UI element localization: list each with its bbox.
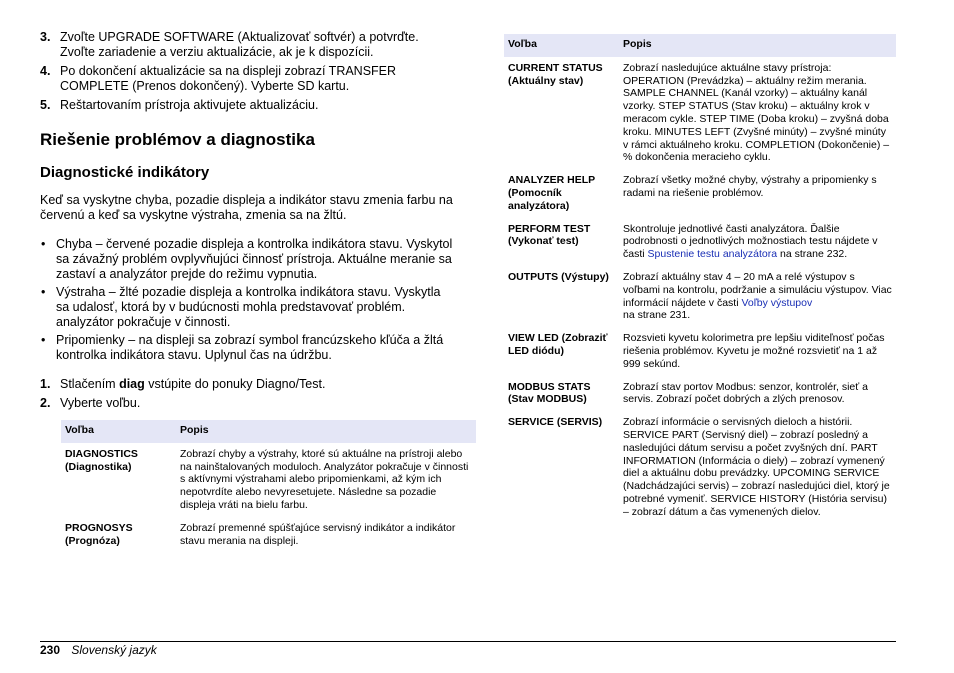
- right-column: [504, 34, 896, 524]
- table-row: [504, 411, 896, 523]
- step-text: Reštartovaním prístroja aktivujete aktualizáciu.: [60, 98, 319, 112]
- status-options-table: [504, 34, 896, 524]
- option-description: Zobrazí premenné spúšťajúce servisný indikátor a indikátor stavu merania na displeji.: [180, 521, 456, 547]
- description-text: na strane 232.: [777, 248, 848, 261]
- footer-language: Slovenský jazyk: [71, 643, 157, 657]
- diag-step-1: [40, 377, 455, 392]
- left-column: [40, 30, 469, 552]
- description-text: na strane 231.: [623, 309, 691, 322]
- step-text: Po dokončení aktualizácie sa na displeji zobrazí TRANSFER COMPLETE (Prenos dokončený). Vyberte SD kartu.: [60, 64, 397, 93]
- perform-test-link[interactable]: Spustenie testu analyzátora: [647, 248, 778, 261]
- table-row: [504, 218, 896, 266]
- step-text: Vyberte voľbu.: [60, 396, 141, 410]
- option-description: Zobrazí všetky možné chyby, výstrahy a pripomienky s radami na riešenie problémov.: [623, 174, 877, 199]
- page-footer: [40, 643, 157, 657]
- diag-steps: [40, 377, 455, 411]
- diag-step-2: [40, 396, 455, 411]
- column-header-option: Voľba: [504, 34, 619, 57]
- step-4: [40, 64, 455, 94]
- diag-key-label: diag: [119, 377, 145, 391]
- option-description: Rozsvieti kyvetu kolorimetra pre lepšiu viditeľnosť počas riešenia problémov. Kyvetu je možné rozsvietiť na 1 až 999 sekúnd.: [623, 332, 885, 370]
- step-text: [60, 377, 455, 392]
- option-description: Zobrazí informácie o servisných dieloch a histórii. SERVICE PART (Servisný diel) – zobrazí posledný a nasledujúci dátum servisu a počet zvyšných dní. PART INFORMATION (Informácia o diely) – zobrazí vymenený diel a aktuálnu dobu prevádzky. UPCOMING SERVICE (Nadchádzajúci servis) – zobrazí nasledujúci diel, ktorý je potrebné vymeniť. SERVICE HISTORY (História servisu) – zobrazí dátum a čas vymenených dielov.: [623, 416, 890, 518]
- bullet-icon: •: [41, 285, 46, 299]
- footer-divider: [40, 641, 896, 642]
- option-description: Zobrazí stav portov Modbus: senzor, kontrolér, sieť a servis. Zobrazí počet dobrých a zlých prenosov.: [623, 380, 868, 406]
- option-name: CURRENT STATUS (Aktuálny stav): [508, 61, 603, 87]
- option-description: [619, 266, 896, 327]
- bullet-text: Výstraha – žlté pozadie displeja a kontrolka indikátora stavu. Vyskytla sa udalosť, ktorá by v budúcnosti mohla predstavovať problém. analyzátor pokračuje v činnosti.: [56, 285, 441, 329]
- table-row: [504, 327, 896, 375]
- description-text: Skontroluje jednotlivé časti analyzátora. Ďalšie podrobnosti o jednotlivých možnostiach testu nájdete v časti: [623, 222, 878, 261]
- option-name: VIEW LED (Zobraziť LED diódu): [508, 332, 608, 357]
- list-item: [40, 285, 455, 330]
- bullet-text: Pripomienky – na displeji sa zobrazí symbol francúzskeho kľúča a žltá kontrolka indikátora stavu. Uplynul čas na údržbu.: [56, 333, 444, 362]
- table-header-row: [61, 420, 476, 443]
- option-name: SERVICE (SERVIS): [508, 416, 603, 429]
- step-text: Zvoľte UPGRADE SOFTWARE (Aktualizovať softvér) a potvrďte. Zvoľte zariadenie a verziu aktualizácie, ak je k dispozícii.: [60, 30, 419, 59]
- step-number: 4.: [40, 64, 51, 78]
- outputs-link[interactable]: Voľby výstupov: [741, 296, 813, 309]
- list-item: [40, 237, 455, 282]
- table-header-row: [504, 34, 896, 57]
- page-number: 230: [40, 643, 61, 657]
- table-row: [504, 266, 896, 327]
- option-name: OUTPUTS (Výstupy): [508, 270, 609, 283]
- option-name: PERFORM TEST (Vykonať test): [508, 222, 591, 248]
- table-row: [504, 376, 896, 412]
- list-item: [40, 333, 455, 363]
- step-text-post: vstúpite do ponuky Diagno/Test.: [144, 377, 326, 391]
- option-name: MODBUS STATS (Stav MODBUS): [508, 380, 591, 406]
- step-number: 3.: [40, 30, 51, 44]
- step-number: 1.: [40, 377, 51, 391]
- column-header-description: Popis: [176, 420, 476, 443]
- subsection-title: Diagnostické indikátory: [40, 164, 210, 181]
- step-number: 5.: [40, 98, 51, 112]
- step-text-pre: Stlačením: [60, 377, 120, 391]
- table-row: [61, 517, 476, 553]
- option-description: Zobrazí nasledujúce aktuálne stavy prístroja: OPERATION (Prevádzka) – aktuálny režim merania. SAMPLE CHANNEL (Kanál vzorky) – aktuálny kanál vzorky. STEP STATUS (Stav kroku) – aktuálny krok v meracom cykle. STEP TIME (Doba kroku) – zvyšná doba kroku. MINUTES LEFT (Zvyšné minúty) – zvyšné minúty v rámci aktuálneho kroku. COMPLETION (Dokončenie) – % dokončenia meracieho cyklu.: [623, 61, 890, 164]
- column-header-description: Popis: [619, 34, 896, 57]
- option-name: DIAGNOSTICS (Diagnostika): [65, 447, 138, 473]
- step-5: [40, 98, 455, 113]
- table-row: [61, 443, 476, 517]
- option-name: ANALYZER HELP (Pomocník analyzátora): [508, 174, 595, 212]
- bullet-text: Chyba – červené pozadie displeja a kontrolka indikátora stavu. Vyskytol sa závažný problém ovplyvňujúci činnosť prístroja. Aktuálne meranie sa zastaví a analyzátor prejde do režimu vypnutia.: [56, 237, 453, 281]
- bullet-list: [40, 237, 455, 363]
- table-row: [504, 169, 896, 217]
- bullet-icon: •: [41, 237, 46, 251]
- diagnostics-options-table: [61, 420, 476, 552]
- option-description: Zobrazí chyby a výstrahy, ktoré sú aktuálne na prístroji alebo na nainštalovaných moduloch. Analyzátor pokračuje v činnosti s aktívnymi výstrahami alebo pripomienkami, až kým ich nepotvrdíte alebo nevyresetujete. Následne sa pozadie displeja vráti na bielu farbu.: [180, 447, 469, 511]
- section-title: Riešenie problémov a diagnostika: [40, 130, 315, 149]
- step-3: [40, 30, 455, 60]
- table-row: [504, 57, 896, 169]
- column-header-option: Voľba: [61, 420, 176, 443]
- option-name: PROGNOSYS (Prognóza): [65, 521, 133, 547]
- description-text: Zobrazí aktuálny stav 4 – 20 mA a relé výstupov s voľbami na kontrolu, podržanie a simuláciu výstupov. Viac informácií nájdete v časti: [623, 270, 892, 309]
- bullet-icon: •: [41, 333, 46, 347]
- step-number: 2.: [40, 396, 51, 410]
- intro-paragraph: Keď sa vyskytne chyba, pozadie displeja a indikátor stavu zmenia farbu na červenú a keď sa vyskytne výstraha, zmenia sa na žltú.: [40, 193, 453, 222]
- option-description: [619, 218, 896, 266]
